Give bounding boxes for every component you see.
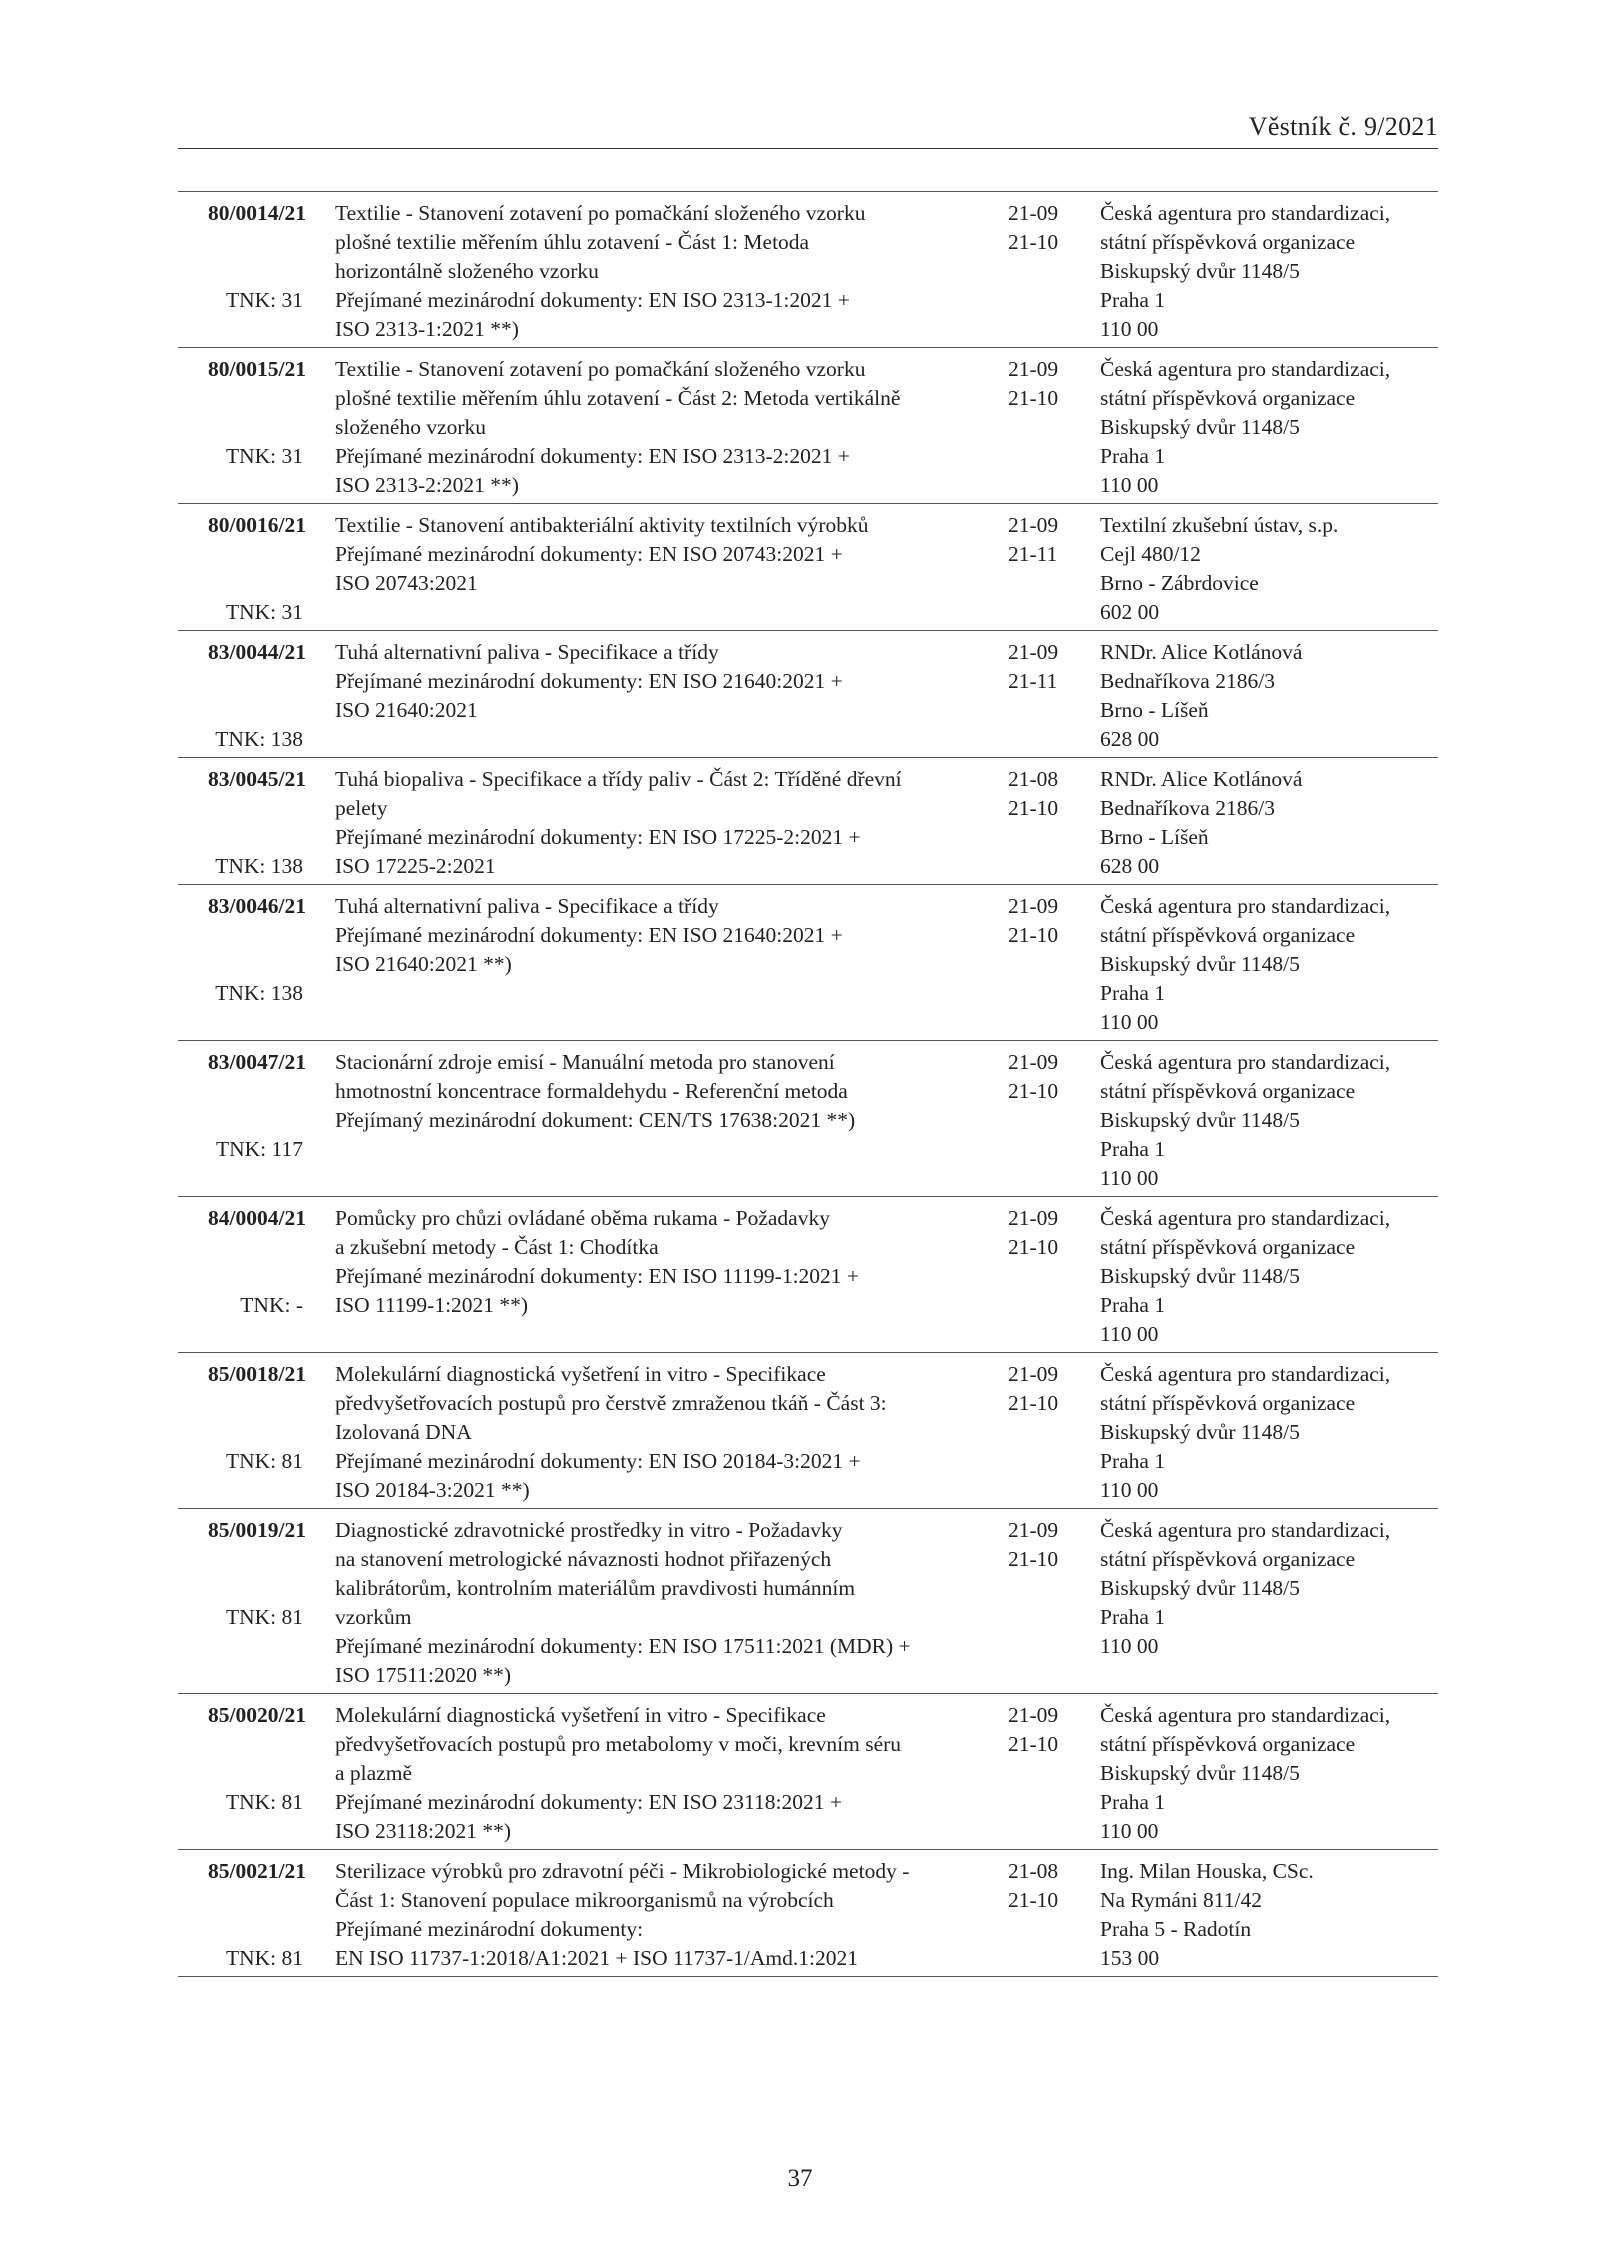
org-line: Česká agentura pro standardizaci, <box>1100 1050 1391 1074</box>
org-line: Biskupský dvůr 1148/5 <box>1100 1761 1300 1785</box>
org-line: Bednaříkova 2186/3 <box>1100 796 1275 820</box>
org-line: Textilní zkušební ústav, s.p. <box>1100 513 1339 537</box>
date-value: 21-09 <box>1008 357 1059 381</box>
standard-title <box>335 1701 901 1846</box>
org-line: 110 00 <box>1100 1819 1159 1843</box>
title-line: Přejímané mezinárodní dokumenty: EN ISO 11199-1:2021 + <box>335 1264 860 1288</box>
org-line: Brno - Zábrdovice <box>1100 571 1259 595</box>
title-line: Přejímané mezinárodní dokumenty: EN ISO 17225-2:2021 + <box>335 825 861 849</box>
org-line: Praha 1 <box>1100 981 1166 1005</box>
table-row <box>178 1352 1438 1508</box>
title-line: Přejímaný mezinárodní dokument: CEN/TS 17638:2021 **) <box>335 1108 856 1132</box>
standard-title <box>335 765 902 881</box>
title-line: Přejímané mezinárodní dokumenty: EN ISO 17511:2021 (MDR) + <box>335 1634 911 1658</box>
org-line: Praha 1 <box>1100 1449 1166 1473</box>
title-line: a plazmě <box>335 1761 412 1785</box>
standard-number: 80/0015/21 <box>208 357 306 381</box>
org-line: státní příspěvková organizace <box>1100 1079 1356 1103</box>
org-line: 110 00 <box>1100 473 1159 497</box>
organization <box>1100 1048 1390 1193</box>
organization <box>1100 1701 1390 1846</box>
standard-number: 80/0014/21 <box>208 201 306 225</box>
org-line: Česká agentura pro standardizaci, <box>1100 1518 1391 1542</box>
date-value: 21-08 <box>1008 1859 1059 1883</box>
tnk-label: TNK: 81 <box>225 1605 303 1629</box>
org-line: státní příspěvková organizace <box>1100 1732 1356 1756</box>
org-line: 110 00 <box>1100 317 1159 341</box>
title-line: předvyšetřovacích postupů pro čerstvě zmraženou tkáň - Část 3: <box>335 1391 887 1415</box>
date-value: 21-10 <box>1008 1888 1059 1912</box>
title-line: Přejímané mezinárodní dokumenty: EN ISO 20743:2021 + <box>335 542 843 566</box>
title-line: Přejímané mezinárodní dokumenty: EN ISO 23118:2021 + <box>335 1790 842 1814</box>
org-line: Na Rymáni 811/42 <box>1100 1888 1262 1912</box>
title-line: Pomůcky pro chůzi ovládané oběma rukama - Požadavky <box>335 1206 830 1230</box>
organization <box>1100 355 1390 500</box>
title-line: ISO 21640:2021 **) <box>335 952 512 976</box>
org-line: státní příspěvková organizace <box>1100 386 1356 410</box>
standards-table <box>178 191 1438 1977</box>
title-line: Přejímané mezinárodní dokumenty: EN ISO 21640:2021 + <box>335 669 843 693</box>
page-number: 37 <box>787 2165 813 2192</box>
standard-title <box>335 199 865 344</box>
tnk-label: TNK: 81 <box>225 1790 303 1814</box>
title-line: horizontálně složeného vzorku <box>335 259 599 283</box>
org-line: 110 00 <box>1100 1010 1159 1034</box>
table-row <box>178 191 1438 347</box>
date-value: 21-09 <box>1008 640 1059 664</box>
dates <box>1008 638 1058 696</box>
org-line: Biskupský dvůr 1148/5 <box>1100 1420 1300 1444</box>
org-line: Cejl 480/12 <box>1100 542 1201 566</box>
organization <box>1100 1516 1390 1661</box>
org-line: státní příspěvková organizace <box>1100 1235 1356 1259</box>
table-row <box>178 503 1438 630</box>
standard-number: 83/0044/21 <box>208 640 306 664</box>
org-line: Biskupský dvůr 1148/5 <box>1100 952 1300 976</box>
title-line: Izolovaná DNA <box>335 1420 472 1444</box>
title-line: EN ISO 11737-1:2018/A1:2021 + ISO 11737-1/Amd.1:2021 <box>335 1946 858 1970</box>
org-line: Česká agentura pro standardizaci, <box>1100 1703 1391 1727</box>
org-line: Biskupský dvůr 1148/5 <box>1100 259 1300 283</box>
date-value: 21-09 <box>1008 201 1059 225</box>
table-row <box>178 630 1438 757</box>
standard-number: 84/0004/21 <box>208 1206 306 1230</box>
title-line: Tuhá alternativní paliva - Specifikace a třídy <box>335 640 719 664</box>
date-value: 21-10 <box>1008 230 1059 254</box>
standard-number: 85/0020/21 <box>208 1703 306 1727</box>
title-line: ISO 23118:2021 **) <box>335 1819 511 1843</box>
org-line: Praha 1 <box>1100 1790 1166 1814</box>
table-row <box>178 1849 1438 1977</box>
title-line: plošné textilie měřením úhlu zotavení - Část 2: Metoda vertikálně <box>335 386 901 410</box>
org-line: Praha 1 <box>1100 288 1166 312</box>
standard-number: 85/0021/21 <box>208 1859 306 1883</box>
title-line: Stacionární zdroje emisí - Manuální metoda pro stanovení <box>335 1050 835 1074</box>
dates <box>1008 199 1058 257</box>
standard-number: 83/0046/21 <box>208 894 306 918</box>
title-line: pelety <box>335 796 388 820</box>
standard-title <box>335 1048 855 1135</box>
date-value: 21-10 <box>1008 1391 1059 1415</box>
org-line: Praha 1 <box>1100 1293 1166 1317</box>
org-line: Bednaříkova 2186/3 <box>1100 669 1275 693</box>
title-line: ISO 17511:2020 **) <box>335 1663 511 1687</box>
standard-number: 85/0018/21 <box>208 1362 306 1386</box>
tnk-label: TNK: 31 <box>225 600 303 624</box>
title-line: předvyšetřovacích postupů pro metabolomy v moči, krevním séru <box>335 1732 902 1756</box>
org-line: Biskupský dvůr 1148/5 <box>1100 1108 1300 1132</box>
org-line: Praha 1 <box>1100 1137 1166 1161</box>
org-line: státní příspěvková organizace <box>1100 1547 1356 1571</box>
org-line: Česká agentura pro standardizaci, <box>1100 357 1391 381</box>
title-line: Přejímané mezinárodní dokumenty: EN ISO 2313-2:2021 + <box>335 444 850 468</box>
standard-title <box>335 355 900 500</box>
date-value: 21-08 <box>1008 767 1059 791</box>
date-value: 21-09 <box>1008 1362 1059 1386</box>
standard-title <box>335 638 843 725</box>
org-line: Praha 5 - Radotín <box>1100 1917 1252 1941</box>
org-line: Biskupský dvůr 1148/5 <box>1100 415 1300 439</box>
table-row <box>178 347 1438 503</box>
org-line: 628 00 <box>1100 854 1160 878</box>
standard-title <box>335 1516 911 1690</box>
standard-title <box>335 1857 909 1973</box>
org-line: Česká agentura pro standardizaci, <box>1100 1206 1391 1230</box>
title-line: ISO 11199-1:2021 **) <box>335 1293 529 1317</box>
date-value: 21-10 <box>1008 1732 1059 1756</box>
standard-title <box>335 892 843 979</box>
date-value: 21-11 <box>1008 542 1058 566</box>
title-line: kalibrátorům, kontrolním materiálům pravdivosti humánním <box>335 1576 856 1600</box>
dates <box>1008 892 1058 950</box>
title-line: Diagnostické zdravotnické prostředky in vitro - Požadavky <box>335 1518 843 1542</box>
title-line: ISO 2313-2:2021 **) <box>335 473 519 497</box>
org-line: státní příspěvková organizace <box>1100 230 1356 254</box>
standard-number: 83/0047/21 <box>208 1050 306 1074</box>
title-line: složeného vzorku <box>335 415 487 439</box>
title-line: Tuhá alternativní paliva - Specifikace a třídy <box>335 894 719 918</box>
organization <box>1100 1204 1390 1349</box>
date-value: 21-09 <box>1008 1206 1059 1230</box>
standard-title <box>335 1204 859 1320</box>
date-value: 21-10 <box>1008 796 1059 820</box>
date-value: 21-11 <box>1008 669 1058 693</box>
title-line: Přejímané mezinárodní dokumenty: EN ISO 20184-3:2021 + <box>335 1449 861 1473</box>
standard-number: 80/0016/21 <box>208 513 306 537</box>
org-line: státní příspěvková organizace <box>1100 1391 1356 1415</box>
title-line: Textilie - Stanovení zotavení po pomačkání složeného vzorku <box>335 201 866 225</box>
dates <box>1008 1360 1058 1418</box>
title-line: Přejímané mezinárodní dokumenty: EN ISO 2313-1:2021 + <box>335 288 850 312</box>
title-line: Molekulární diagnostická vyšetření in vitro - Specifikace <box>335 1362 826 1386</box>
date-value: 21-10 <box>1008 1079 1059 1103</box>
organization <box>1100 199 1390 344</box>
title-line: ISO 20743:2021 <box>335 571 478 595</box>
org-line: 110 00 <box>1100 1322 1159 1346</box>
publication-title: Věstník č. 9/2021 <box>1248 112 1438 141</box>
org-line: RNDr. Alice Kotlánová <box>1100 767 1303 791</box>
org-line: 110 00 <box>1100 1478 1159 1502</box>
table-row <box>178 884 1438 1040</box>
standard-title <box>335 1360 887 1505</box>
date-value: 21-10 <box>1008 923 1059 947</box>
title-line: ISO 2313-1:2021 **) <box>335 317 519 341</box>
standard-title <box>335 511 868 598</box>
organization <box>1100 765 1302 881</box>
organization <box>1100 1360 1390 1505</box>
date-value: 21-09 <box>1008 1050 1059 1074</box>
standard-number: 83/0045/21 <box>208 767 306 791</box>
organization <box>1100 892 1390 1037</box>
tnk-label: TNK: 138 <box>215 727 303 751</box>
org-line: Biskupský dvůr 1148/5 <box>1100 1576 1300 1600</box>
tnk-label: TNK: 117 <box>216 1137 303 1161</box>
org-line: Česká agentura pro standardizaci, <box>1100 1362 1391 1386</box>
title-line: Část 1: Stanovení populace mikroorganismů na výrobcích <box>335 1888 834 1912</box>
title-line: Přejímané mezinárodní dokumenty: EN ISO 21640:2021 + <box>335 923 843 947</box>
table-row <box>178 1040 1438 1196</box>
table-row <box>178 1693 1438 1849</box>
date-value: 21-09 <box>1008 1518 1059 1542</box>
organization <box>1100 638 1302 754</box>
dates <box>1008 1048 1058 1106</box>
org-line: Praha 1 <box>1100 444 1166 468</box>
date-value: 21-10 <box>1008 1235 1059 1259</box>
tnk-label: TNK: 31 <box>225 288 303 312</box>
org-line: Brno - Líšeň <box>1100 698 1209 722</box>
org-line: 628 00 <box>1100 727 1160 751</box>
org-line: státní příspěvková organizace <box>1100 923 1356 947</box>
tnk-label: TNK: - <box>240 1293 303 1317</box>
date-value: 21-09 <box>1008 1703 1059 1727</box>
table-row <box>178 757 1438 884</box>
org-line: 153 00 <box>1100 1946 1160 1970</box>
title-line: vzorkům <box>335 1605 412 1629</box>
org-line: Česká agentura pro standardizaci, <box>1100 894 1391 918</box>
org-line: 602 00 <box>1100 600 1160 624</box>
title-line: Přejímané mezinárodní dokumenty: <box>335 1917 644 1941</box>
title-line: hmotnostní koncentrace formaldehydu - Referenční metoda <box>335 1079 848 1103</box>
dates <box>1008 1516 1058 1574</box>
dates <box>1008 1857 1058 1915</box>
title-line: Tuhá biopaliva - Specifikace a třídy paliv - Část 2: Tříděné dřevní <box>335 767 902 791</box>
tnk-label: TNK: 31 <box>225 444 303 468</box>
tnk-label: TNK: 138 <box>215 854 303 878</box>
org-line: 110 00 <box>1100 1634 1159 1658</box>
organization <box>1100 511 1338 627</box>
dates <box>1008 765 1058 823</box>
org-line: Česká agentura pro standardizaci, <box>1100 201 1391 225</box>
org-line: Ing. Milan Houska, CSc. <box>1100 1859 1314 1883</box>
date-value: 21-09 <box>1008 513 1059 537</box>
title-line: Sterilizace výrobků pro zdravotní péči - Mikrobiologické metody - <box>335 1859 910 1883</box>
tnk-label: TNK: 81 <box>225 1946 303 1970</box>
date-value: 21-10 <box>1008 386 1059 410</box>
title-line: plošné textilie měřením úhlu zotavení - Část 1: Metoda <box>335 230 810 254</box>
org-line: RNDr. Alice Kotlánová <box>1100 640 1303 664</box>
table-row <box>178 1508 1438 1693</box>
title-line: ISO 20184-3:2021 **) <box>335 1478 530 1502</box>
title-line: a zkušební metody - Část 1: Chodítka <box>335 1235 659 1259</box>
date-value: 21-10 <box>1008 1547 1059 1571</box>
title-line: na stanovení metrologické návaznosti hodnot přiřazených <box>335 1547 832 1571</box>
title-line: Molekulární diagnostická vyšetření in vitro - Specifikace <box>335 1703 826 1727</box>
org-line: Praha 1 <box>1100 1605 1166 1629</box>
dates <box>1008 1701 1058 1759</box>
dates <box>1008 1204 1058 1262</box>
organization <box>1100 1857 1314 1973</box>
title-line: ISO 21640:2021 <box>335 698 478 722</box>
tnk-label: TNK: 138 <box>215 981 303 1005</box>
table-row <box>178 1196 1438 1352</box>
date-value: 21-09 <box>1008 894 1059 918</box>
title-line: Textilie - Stanovení antibakteriální aktivity textilních výrobků <box>335 513 869 537</box>
tnk-label: TNK: 81 <box>225 1449 303 1473</box>
page-header <box>178 110 1438 149</box>
org-line: Biskupský dvůr 1148/5 <box>1100 1264 1300 1288</box>
dates <box>1008 355 1058 413</box>
org-line: 110 00 <box>1100 1166 1159 1190</box>
title-line: Textilie - Stanovení zotavení po pomačkání složeného vzorku <box>335 357 866 381</box>
dates <box>1008 511 1058 569</box>
standard-number: 85/0019/21 <box>208 1518 306 1542</box>
org-line: Brno - Líšeň <box>1100 825 1209 849</box>
title-line: ISO 17225-2:2021 <box>335 854 496 878</box>
